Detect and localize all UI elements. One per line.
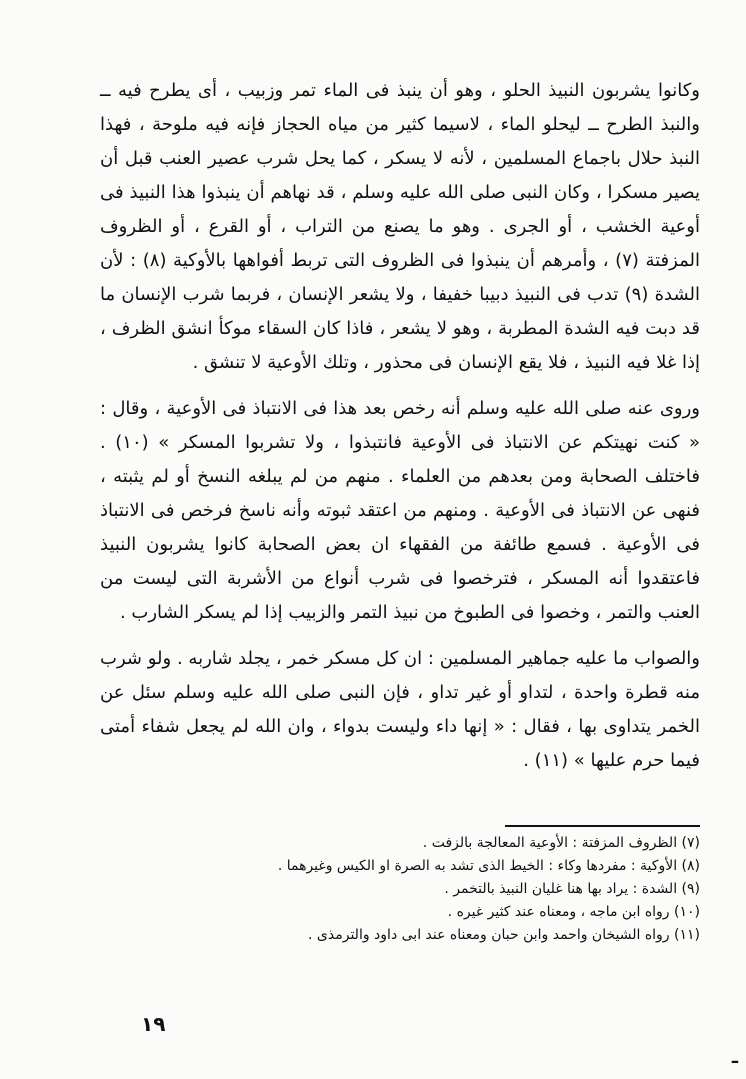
paragraph-1: وكانوا يشربون النبيذ الحلو ، وهو أن ينبذ فى الماء تمر وزبيب ، أى يطرح فيه ــ والنبذ الطرح ــ ليحلو الماء ، لاسيما كثير من مياه الحجاز فإنه فيه ملوحة ، فهذا النبذ حلال باجماع المسلمين ، لأنه لا يسكر ، كما يحل شرب عصير العنب قبل أن يصير مسكرا ، وكان النبى صلى الله عليه وسلم ، قد نهاهم أن ينبذوا هذا النبيذ فى أوعية الخشب ، أو الجرى . وهو ما يصنع من التراب ، أو القرع ، أو الظروف المزفتة (٧) ، وأمرهم أن ينبذوا فى الظروف التى تربط أفواهها بالأوكية (٨) : لأن الشدة (٩) تدب فى النبيذ دبيبا خفيفا ، ولا يشعر الإنسان ، فربما شرب الإنسان ما قد دبت فيه الشدة المطربة ، وهو لا يشعر ، فاذا كان السقاء موكأ انشق الظرف ، إذا غلا فيه النبيذ ، فلا يقع الإنسان فى محذور ، وتلك الأوعية لا تنشق .	[100, 80, 700, 373]
footnote-7: (٧) الظروف المزفتة : الأوعية المعالجة بالزفت .	[422, 835, 700, 851]
footnote-11: (١١) رواه الشيخان واحمد وابن حبان ومعناه عند ابى داود والترمذى .	[308, 927, 700, 943]
paragraph-3: والصواب ما عليه جماهير المسلمين : ان كل مسكر خمر ، يجلد شاربه . ولو شرب منه قطرة واحدة ، لتداو أو غير تداو ، فإن النبى صلى الله عليه وسلم سئل عن الخمر يتداوى بها ، فقال : « إنها داء وليست بدواء ، وان الله لم يجعل شفاء أمتى فيما حرم عليها » (١١) .	[100, 648, 700, 771]
paragraph-2: وروى عنه صلى الله عليه وسلم أنه رخص بعد هذا فى الانتباذ فى الأوعية ، وقال : « كنت نهيتكم عن الانتباذ فى الأوعية فانتبذوا ، ولا تشربوا المسكر » (١٠) . فاختلف الصحابة ومن بعدهم من العلماء . منهم من لم يبلغه النسخ أو لم يثبته ، فنهى عن الانتباذ فى الأوعية . ومنهم من اعتقد ثبوته وأنه ناسخ فرخص فى الانتباذ فى الأوعية . فسمع طائفة من الفقهاء ان بعض الصحابة كانوا يشربون النبيذ فاعتقدوا أنه المسكر ، فترخصوا فى شرب أنواع من الأشربة التى ليست من العنب والتمر ، وخصوا فى الطبوخ من نبيذ التمر والزبيب إذا لم يسكر الشارب .	[100, 398, 701, 623]
main-text	[100, 74, 700, 778]
footnote-separator	[505, 825, 700, 827]
page-number: ١٩	[141, 1012, 166, 1036]
footnotes	[100, 832, 700, 947]
footnote-9: (٩) الشدة : يراد بها هنا غليان النبيذ بالتخمر .	[444, 881, 700, 897]
footnote-8: (٨) الأوكية : مفردها وكاء : الخيط الذى تشد به الصرة او الكيس وغيرهما .	[277, 858, 700, 874]
corner-mark: ـ	[731, 1047, 738, 1068]
footnote-10: (١٠) رواه ابن ماجه ، ومعناه عند كثير غيره .	[447, 904, 700, 920]
